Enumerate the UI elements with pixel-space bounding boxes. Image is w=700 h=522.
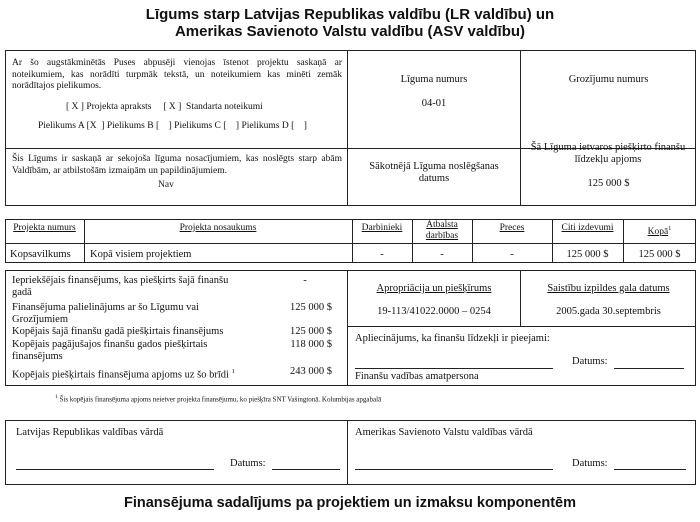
financing-item-5-footnote-mark: 1	[231, 368, 235, 375]
appropriation-hdivider	[347, 326, 696, 327]
certification-date-line[interactable]	[614, 368, 684, 369]
lr-date-label: Datums:	[230, 458, 266, 469]
projects-table-header-line	[5, 243, 696, 244]
financing-item-5-cell	[12, 366, 274, 382]
allocated-funds-value: 125 000 $	[587, 178, 630, 189]
agreement-number-label: Līguma numurs	[400, 74, 468, 85]
financing-item-1-value: -	[303, 275, 307, 286]
agreement-basis-value: Nav	[158, 180, 174, 190]
funds-certification-text: Apliecinājums, ka finanšu līdzekļi ir pieejami:	[355, 333, 550, 344]
financing-item-3-label: Kopējais šajā finanšu gadā piešķirtais finansējums	[12, 326, 224, 337]
breakdown-title: Finansējuma sadalījums pa projektiem un izmaksu komponentēm	[123, 495, 577, 511]
col-header-project-number: Projekta numurs	[13, 223, 76, 233]
original-date-label: Sākotnējā Līguma noslēgšanas datums	[369, 161, 499, 184]
col-header-total-cell	[623, 223, 696, 239]
lr-signature-line[interactable]	[16, 469, 214, 470]
official-signature-line[interactable]	[355, 368, 553, 369]
certification-date-label: Datums:	[572, 356, 608, 367]
col-header-support-activities: Atbalsta darbības	[425, 220, 459, 241]
row-project-name: Kopā visiem projektiem	[90, 249, 192, 260]
us-government-label: Amerikas Savienoto Valstu valdības vārdā	[355, 427, 533, 438]
footnote-mark: 1	[55, 394, 58, 400]
row-employees: -	[380, 249, 384, 260]
annex-checklist-line-1: [ X ] Projekta apraksts [ X ] Standarta noteikumi	[66, 102, 263, 112]
deadline-value: 2005.gada 30.septembris	[556, 306, 661, 317]
intro-text: Ar šo augstākminētās Puses abpusēji vienojas īstenot projektu saskaņā ar noteikumiem, kas norādīti turpmāk tekstā, un noteikumiem kas minēti zemāk norādītajos pielikumos.	[12, 58, 342, 91]
lr-government-label: Latvijas Republikas valdības vārdā	[16, 427, 164, 438]
footnote	[55, 393, 655, 404]
row-goods: -	[510, 249, 514, 260]
us-signature-line[interactable]	[355, 469, 553, 470]
amendment-number-label: Grozījumu numurs	[568, 74, 649, 85]
agreement-basis-text: Šis Līgums ir saskaņā ar sekojoša līguma nosacījumiem, kas noslēgts starp abām Valdībām, ar atbilstošām izmaiņām un papildinājumiem.	[12, 154, 342, 176]
financing-item-3-value: 125 000 $	[290, 326, 332, 337]
lr-date-line[interactable]	[272, 469, 340, 470]
us-date-label: Datums:	[572, 458, 608, 469]
financing-item-2-value: 125 000 $	[290, 302, 332, 313]
col-header-total-footnote-mark: 1	[668, 225, 672, 232]
financing-item-5-label: Kopējais piešķirtais finansējuma apjoms uz šo brīdi	[12, 369, 229, 381]
finance-official-label: Finanšu vadības amatpersona	[355, 371, 479, 382]
col-header-other-costs: Citi izdevumi	[561, 223, 614, 233]
document-title-line-1: Līgums starp Latvijas Republikas valdību (LR valdību) un	[145, 6, 555, 23]
us-date-line[interactable]	[614, 469, 686, 470]
row-other-costs: 125 000 $	[566, 249, 609, 260]
financing-item-4-label: Kopējais pagājušajos finanšu gados piešķirtais finansējums	[12, 339, 208, 362]
col-header-goods: Preces	[499, 223, 525, 233]
signatures-divider	[347, 420, 348, 485]
financing-item-4-value: 118 000 $	[290, 339, 332, 350]
row-support-activities: -	[440, 249, 444, 260]
row-total: 125 000 $	[638, 249, 681, 260]
agreement-number-value: 04-01	[421, 98, 447, 109]
allocated-funds-label: Šā Līguma ietvaros piešķirto finanšu līdzekļu apjoms	[530, 142, 686, 165]
col-header-employees: Darbinieki	[361, 223, 403, 233]
document-title-line-2: Amerikas Savienoto Valstu valdību (ASV valdību)	[174, 23, 526, 40]
col-header-project-name: Projekta nosaukums	[179, 223, 257, 233]
appropriation-label: Apropriācija un piešķīrums	[376, 283, 492, 294]
annex-checklist-line-2: Pielikums A [X ] Pielikums B [ ] Pielikums C [ ] Pielikums D [ ]	[38, 121, 307, 131]
financing-item-2-label: Finansējuma palielinājums ar šo Līgumu vai Grozījumiem	[12, 302, 199, 325]
col-header-total: Kopā	[647, 227, 669, 238]
financing-item-5-value: 243 000 $	[290, 366, 332, 377]
row-project-number: Kopsavilkums	[10, 249, 71, 260]
deadline-label: Saistību izpildes gala datums	[547, 283, 670, 294]
financing-item-1-label: Iepriekšējais finansējums, kas piešķirts šajā finanšu gadā	[12, 275, 229, 298]
appropriation-value: 19-113/41022.0000 – 0254	[377, 306, 491, 317]
footnote-text: Šis kopējais finansējuma apjoms neietver projekta finansējumu, ko piešķīra SNT Vašingtonā. Kolumbijas apgabalā	[59, 395, 382, 404]
